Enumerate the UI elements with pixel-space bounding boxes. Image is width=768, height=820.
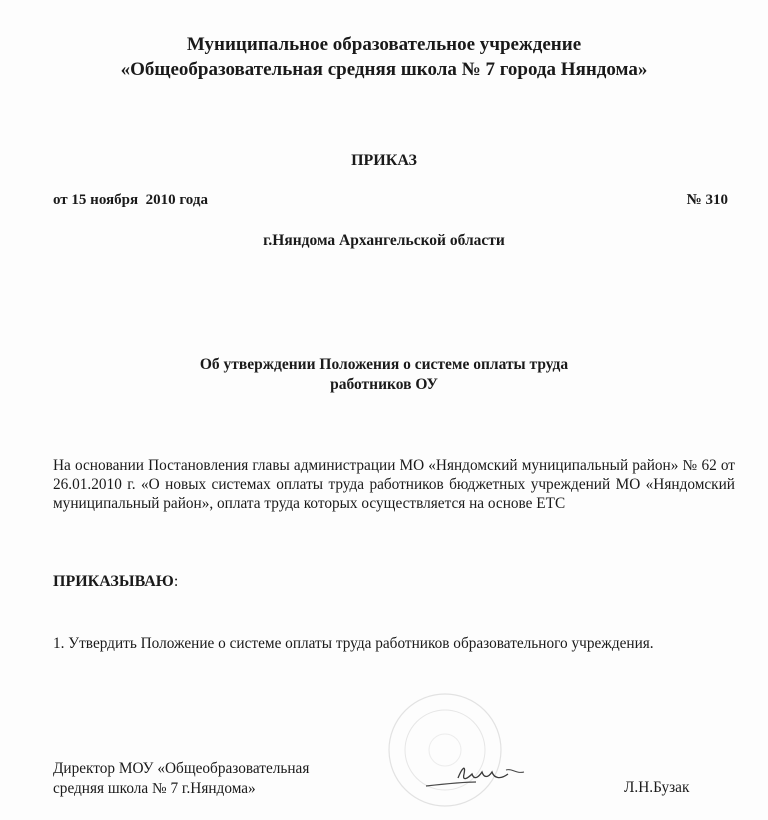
- institution-line-1: Муниципальное образовательное учреждение: [186, 34, 582, 55]
- institution-line-2: «Общеобразовательная средняя школа № 7 города Няндома»: [120, 59, 648, 80]
- subject-line-2: работников ОУ: [330, 376, 438, 393]
- order-number: № 310: [686, 192, 728, 208]
- position-line-1: Директор МОУ «Общеобразовательная: [53, 760, 310, 777]
- decree-word: ПРИКАЗЫВАЮ: [53, 573, 174, 590]
- order-item-1: 1. Утвердить Положение о системе оплаты труда работников образовательного учреждения.: [53, 635, 654, 652]
- decree-colon: :: [173, 573, 179, 590]
- order-title: ПРИКАЗ: [351, 152, 417, 169]
- signature-icon: [424, 760, 534, 796]
- order-date: от 15 ноября 2010 года: [53, 192, 208, 208]
- subject-line-1: Об утверждении Положения о системе оплаты труда: [199, 356, 569, 373]
- signatory-position: [53, 759, 309, 799]
- institution-header: [0, 32, 768, 82]
- signatory-name: Л.Н.Бузак: [624, 779, 690, 796]
- basis-paragraph: На основании Постановления главы администрации МО «Няндомский муниципальный район» № 62 от 26.01.2010 г. «О новых системах оплаты труда работников бюджетных учреждений МО «Няндомский муниципальный район», оплата труда которых осуществляется на основе ЕТС: [53, 457, 735, 512]
- decree-heading: [53, 573, 178, 591]
- order-place: г.Няндома Архангельской области: [263, 232, 505, 249]
- position-line-2: средняя школа № 7 г.Няндома»: [53, 780, 256, 797]
- order-subject: [0, 355, 768, 395]
